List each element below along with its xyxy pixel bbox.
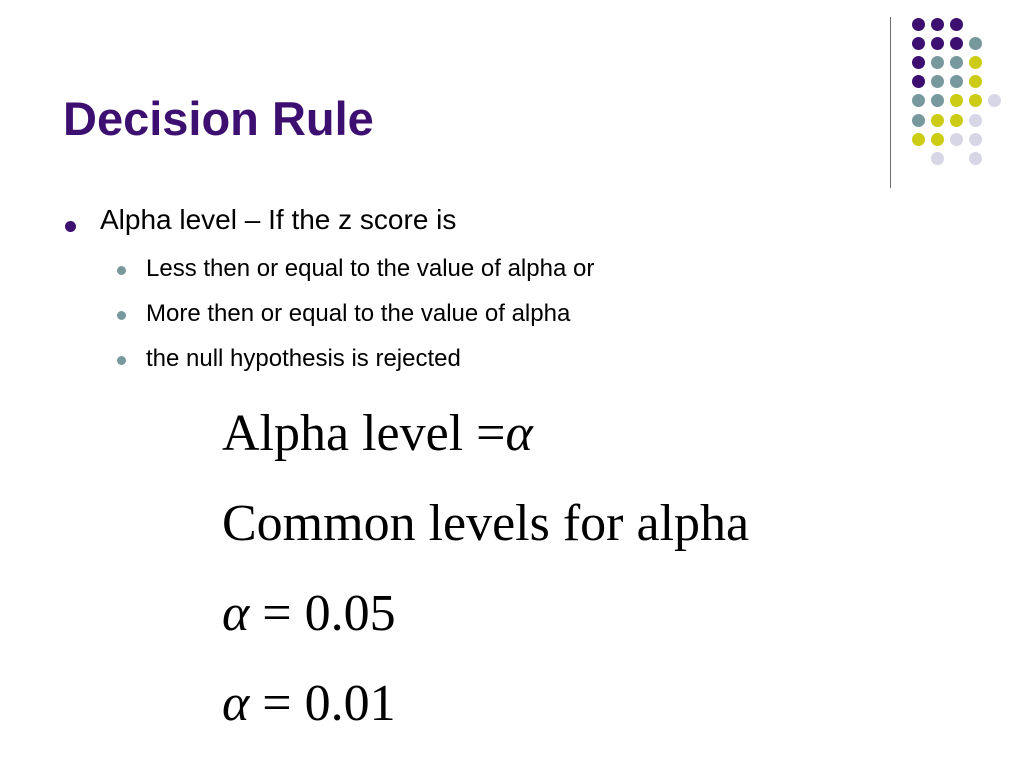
- decorative-dot: [912, 56, 925, 69]
- decorative-dot: [912, 94, 925, 107]
- sub-bullet-less-than: Less then or equal to the value of alpha or: [146, 255, 595, 282]
- equation-alpha-001: [222, 674, 396, 733]
- decorative-dot: [969, 133, 982, 146]
- decorative-dot: [969, 114, 982, 127]
- decorative-dot: [931, 133, 944, 146]
- decorative-dot: [931, 152, 944, 165]
- equation-common-levels: Common levels for alpha: [222, 495, 750, 552]
- equation-value: = 0.05: [249, 585, 396, 642]
- decorative-dot: [969, 37, 982, 50]
- decorative-dot: [931, 56, 944, 69]
- bullet-marker: [65, 221, 76, 232]
- decorative-dot: [912, 18, 925, 31]
- alpha-symbol: α: [505, 405, 533, 462]
- decorative-dot: [950, 94, 963, 107]
- decorative-dot: [950, 37, 963, 50]
- equation-alpha-005: [222, 584, 396, 643]
- decorative-dot: [912, 114, 925, 127]
- decorative-dot: [969, 152, 982, 165]
- sub-bullet-marker: [117, 311, 126, 320]
- decorative-dot: [950, 114, 963, 127]
- decorative-dot: [931, 18, 944, 31]
- decorative-dot: [950, 133, 963, 146]
- decorative-dot: [931, 75, 944, 88]
- sub-bullet-null-rejected: the null hypothesis is rejected: [146, 345, 461, 372]
- equation-alpha-level: [222, 404, 533, 463]
- sub-bullet-marker: [117, 356, 126, 365]
- decorative-dot: [931, 94, 944, 107]
- decorative-dot: [912, 75, 925, 88]
- equation-text: Alpha level =: [222, 405, 506, 462]
- decorative-dot: [950, 75, 963, 88]
- divider-line: [890, 17, 891, 188]
- decorative-dot: [950, 18, 963, 31]
- decorative-dot: [950, 56, 963, 69]
- decorative-dot: [912, 133, 925, 146]
- decorative-dot: [912, 37, 925, 50]
- decorative-dot: [969, 56, 982, 69]
- sub-bullet-marker: [117, 266, 126, 275]
- slide-title: Decision Rule: [63, 92, 374, 145]
- decorative-dot: [988, 94, 1001, 107]
- alpha-symbol: α: [222, 675, 250, 732]
- alpha-symbol: α: [222, 585, 250, 642]
- decorative-dot: [931, 37, 944, 50]
- equation-value: = 0.01: [249, 675, 396, 732]
- decorative-dot: [969, 75, 982, 88]
- decorative-dot: [931, 114, 944, 127]
- bullet-alpha-level: Alpha level – If the z score is: [100, 204, 457, 235]
- decorative-dot: [969, 94, 982, 107]
- sub-bullet-more-than: More then or equal to the value of alpha: [146, 300, 571, 327]
